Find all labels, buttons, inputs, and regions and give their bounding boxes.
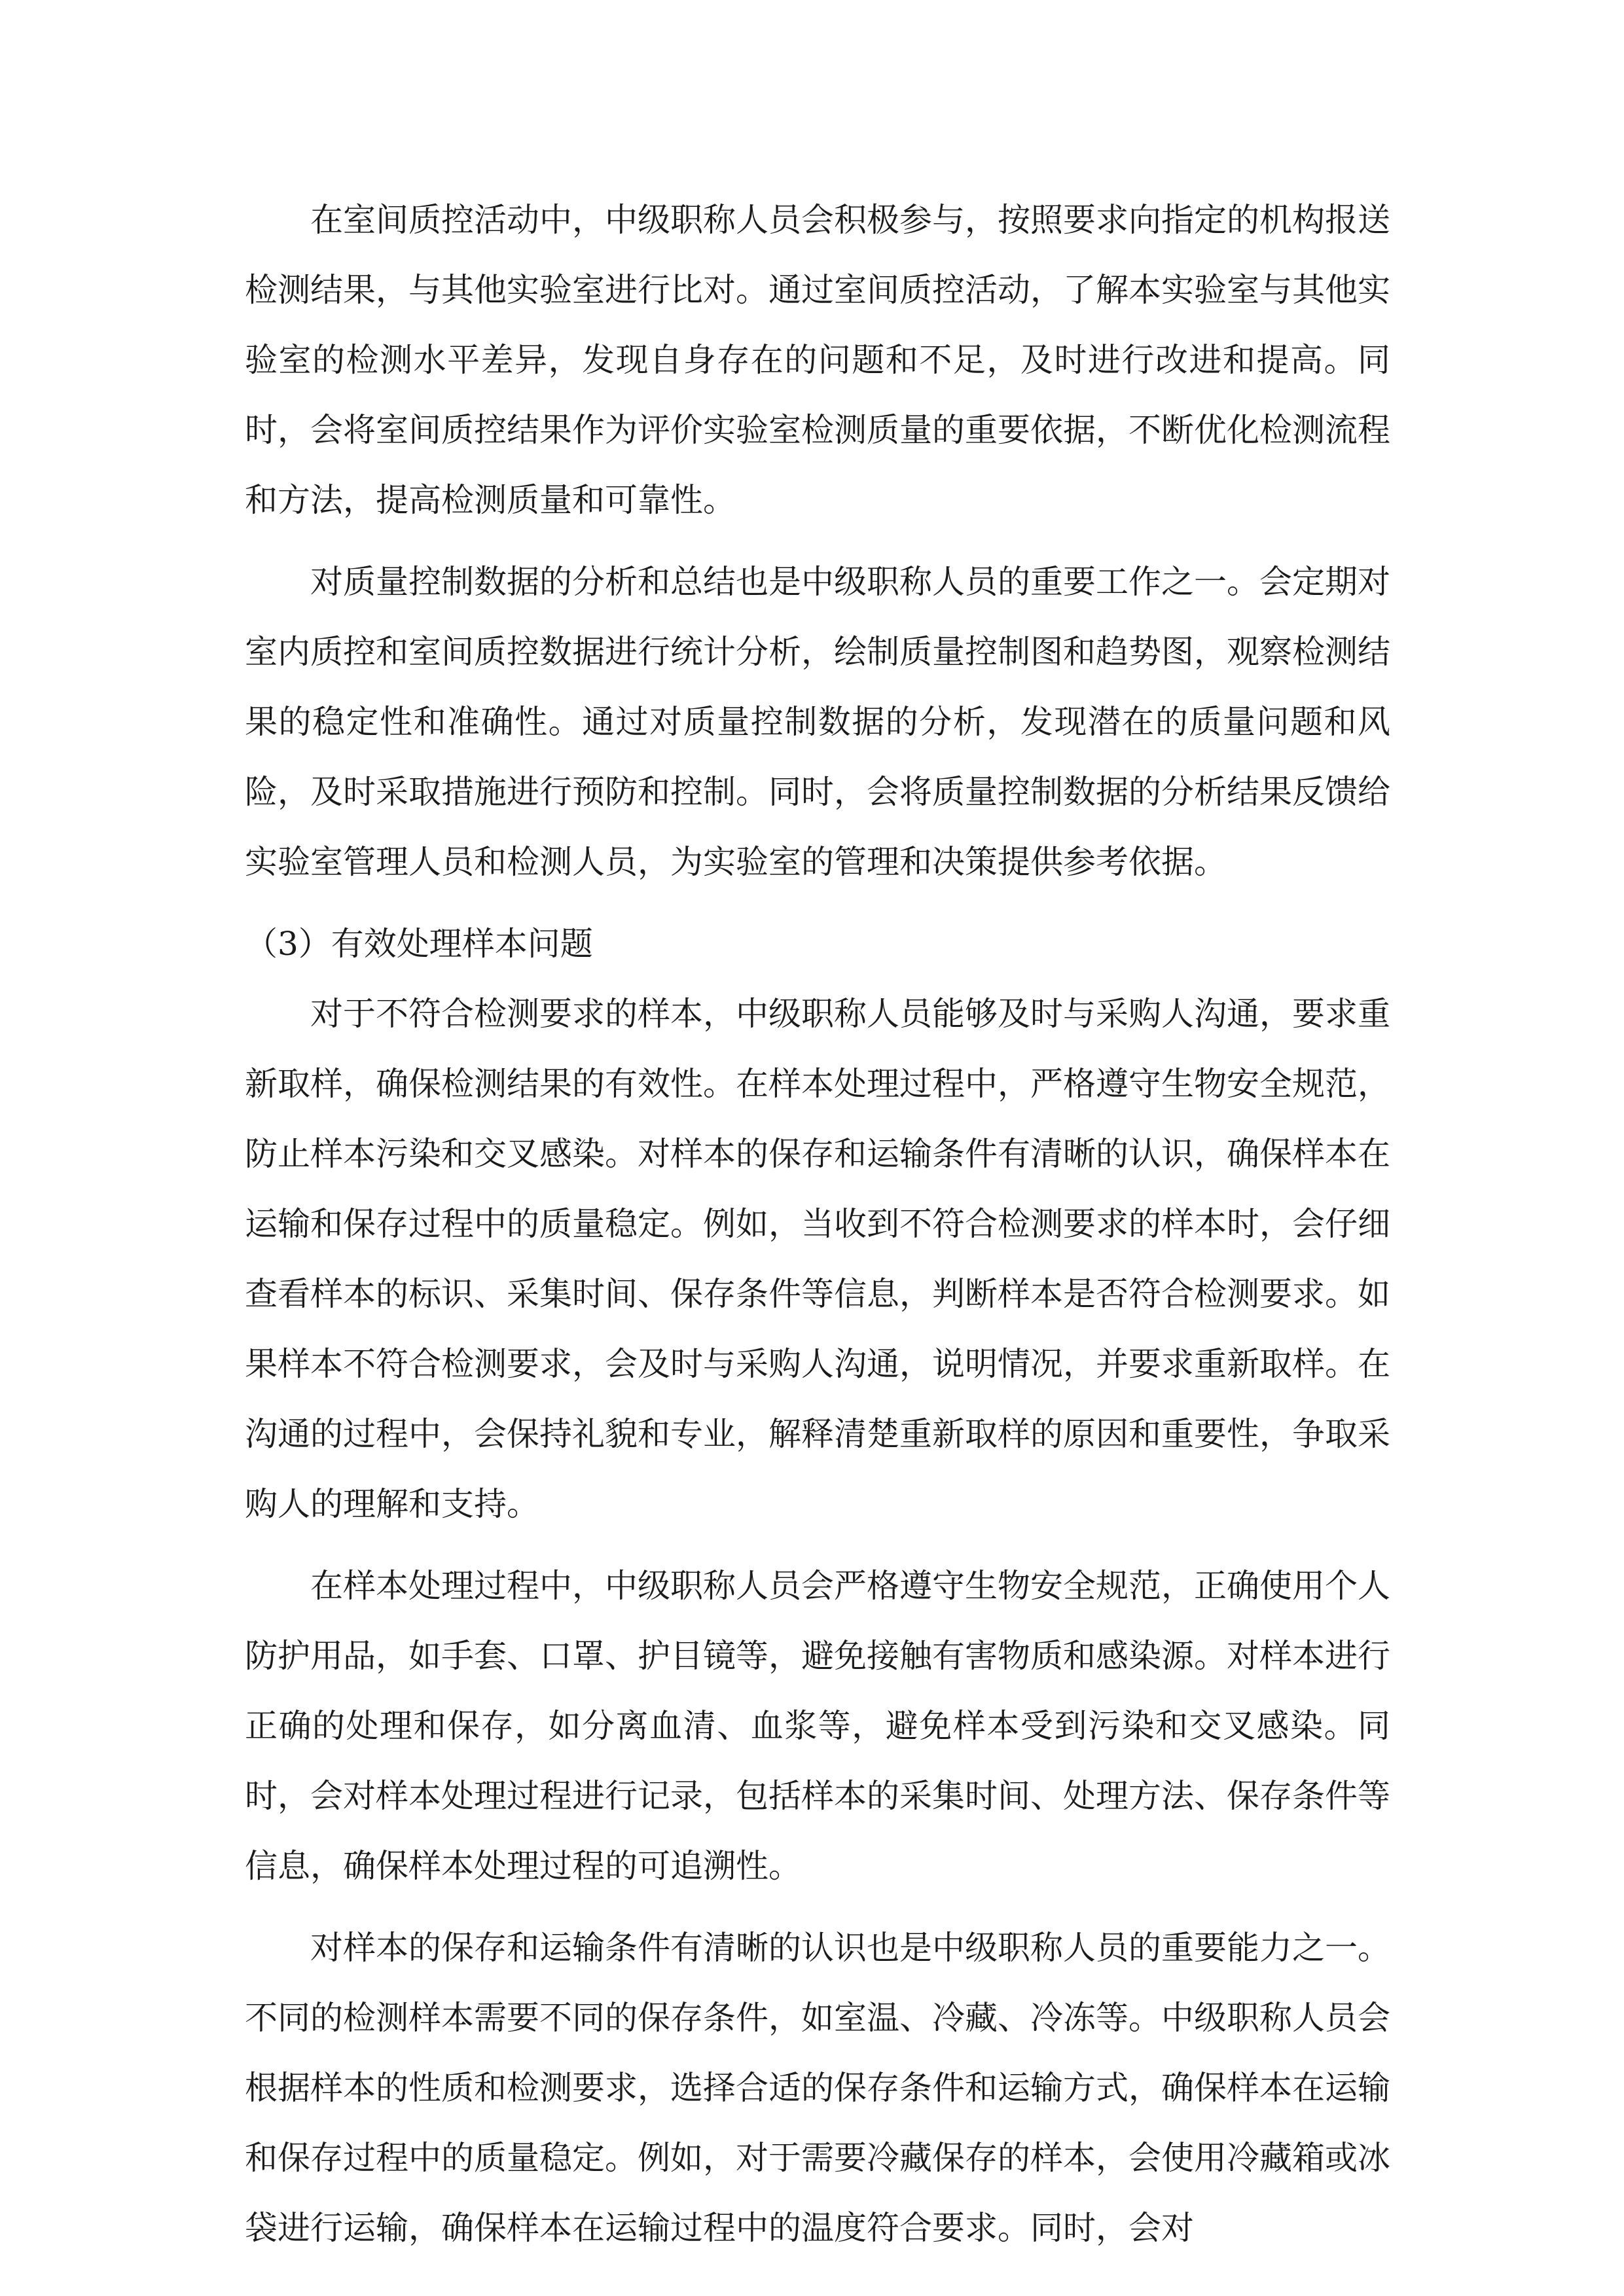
paragraph-interlab-qc: 在室间质控活动中，中级职称人员会积极参与，按照要求向指定的机构报送检测结果，与其他实验室进行比对。通过室间质控活动，了解本实验室与其他实验室的检测水平差异，发现自身存在的问题和不足，及时进行改进和提高。同时，会将室间质控结果作为评价实验室检测质量的重要依据，不断优化检测流程和方法，提高检测质量和可靠性。 (245, 201, 1390, 519)
document-body (245, 185, 1390, 2275)
section-heading: （3）有效处理样本问题 (245, 925, 593, 963)
paragraph-qc-data-analysis: 对质量控制数据的分析和总结也是中级职称人员的重要工作之一。会定期对室内质控和室间质控数据进行统计分析，绘制质量控制图和趋势图，观察检测结果的稳定性和准确性。通过对质量控制数据的分析，发现潜在的质量问题和风险，及时采取措施进行预防和控制。同时，会将质量控制数据的分析结果反馈给实验室管理人员和检测人员，为实验室的管理和决策提供参考依据。 (245, 563, 1390, 881)
paragraph-biosafety-handling: 在样本处理过程中，中级职称人员会严格遵守生物安全规范，正确使用个人防护用品，如手套、口罩、护目镜等，避免接触有害物质和感染源。对样本进行正确的处理和保存，如分离血清、血浆等，避免样本受到污染和交叉感染。同时，会对样本处理过程进行记录，包括样本的采集时间、处理方法、保存条件等信息，确保样本处理过程的可追溯性。 (245, 1567, 1390, 1885)
paragraph-nonconforming-samples: 对于不符合检测要求的样本，中级职称人员能够及时与采购人沟通，要求重新取样，确保检测结果的有效性。在样本处理过程中，严格遵守生物安全规范，防止样本污染和交叉感染。对样本的保存和运输条件有清晰的认识，确保样本在运输和保存过程中的质量稳定。例如，当收到不符合检测要求的样本时，会仔细查看样本的标识、采集时间、保存条件等信息，判断样本是否符合检测要求。如果样本不符合检测要求，会及时与采购人沟通，说明情况，并要求重新取样。在沟通的过程中，会保持礼貌和专业，解释清楚重新取样的原因和重要性，争取采购人的理解和支持。 (245, 995, 1390, 1523)
paragraph-storage-transport: 对样本的保存和运输条件有清晰的认识也是中级职称人员的重要能力之一。不同的检测样本需要不同的保存条件，如室温、冷藏、冷冻等。中级职称人员会根据样本的性质和检测要求，选择合适的保存条件和运输方式，确保样本在运输和保存过程中的质量稳定。例如，对于需要冷藏保存的样本，会使用冷藏箱或冰袋进行运输，确保样本在运输过程中的温度符合要求。同时，会对 (245, 1929, 1390, 2247)
